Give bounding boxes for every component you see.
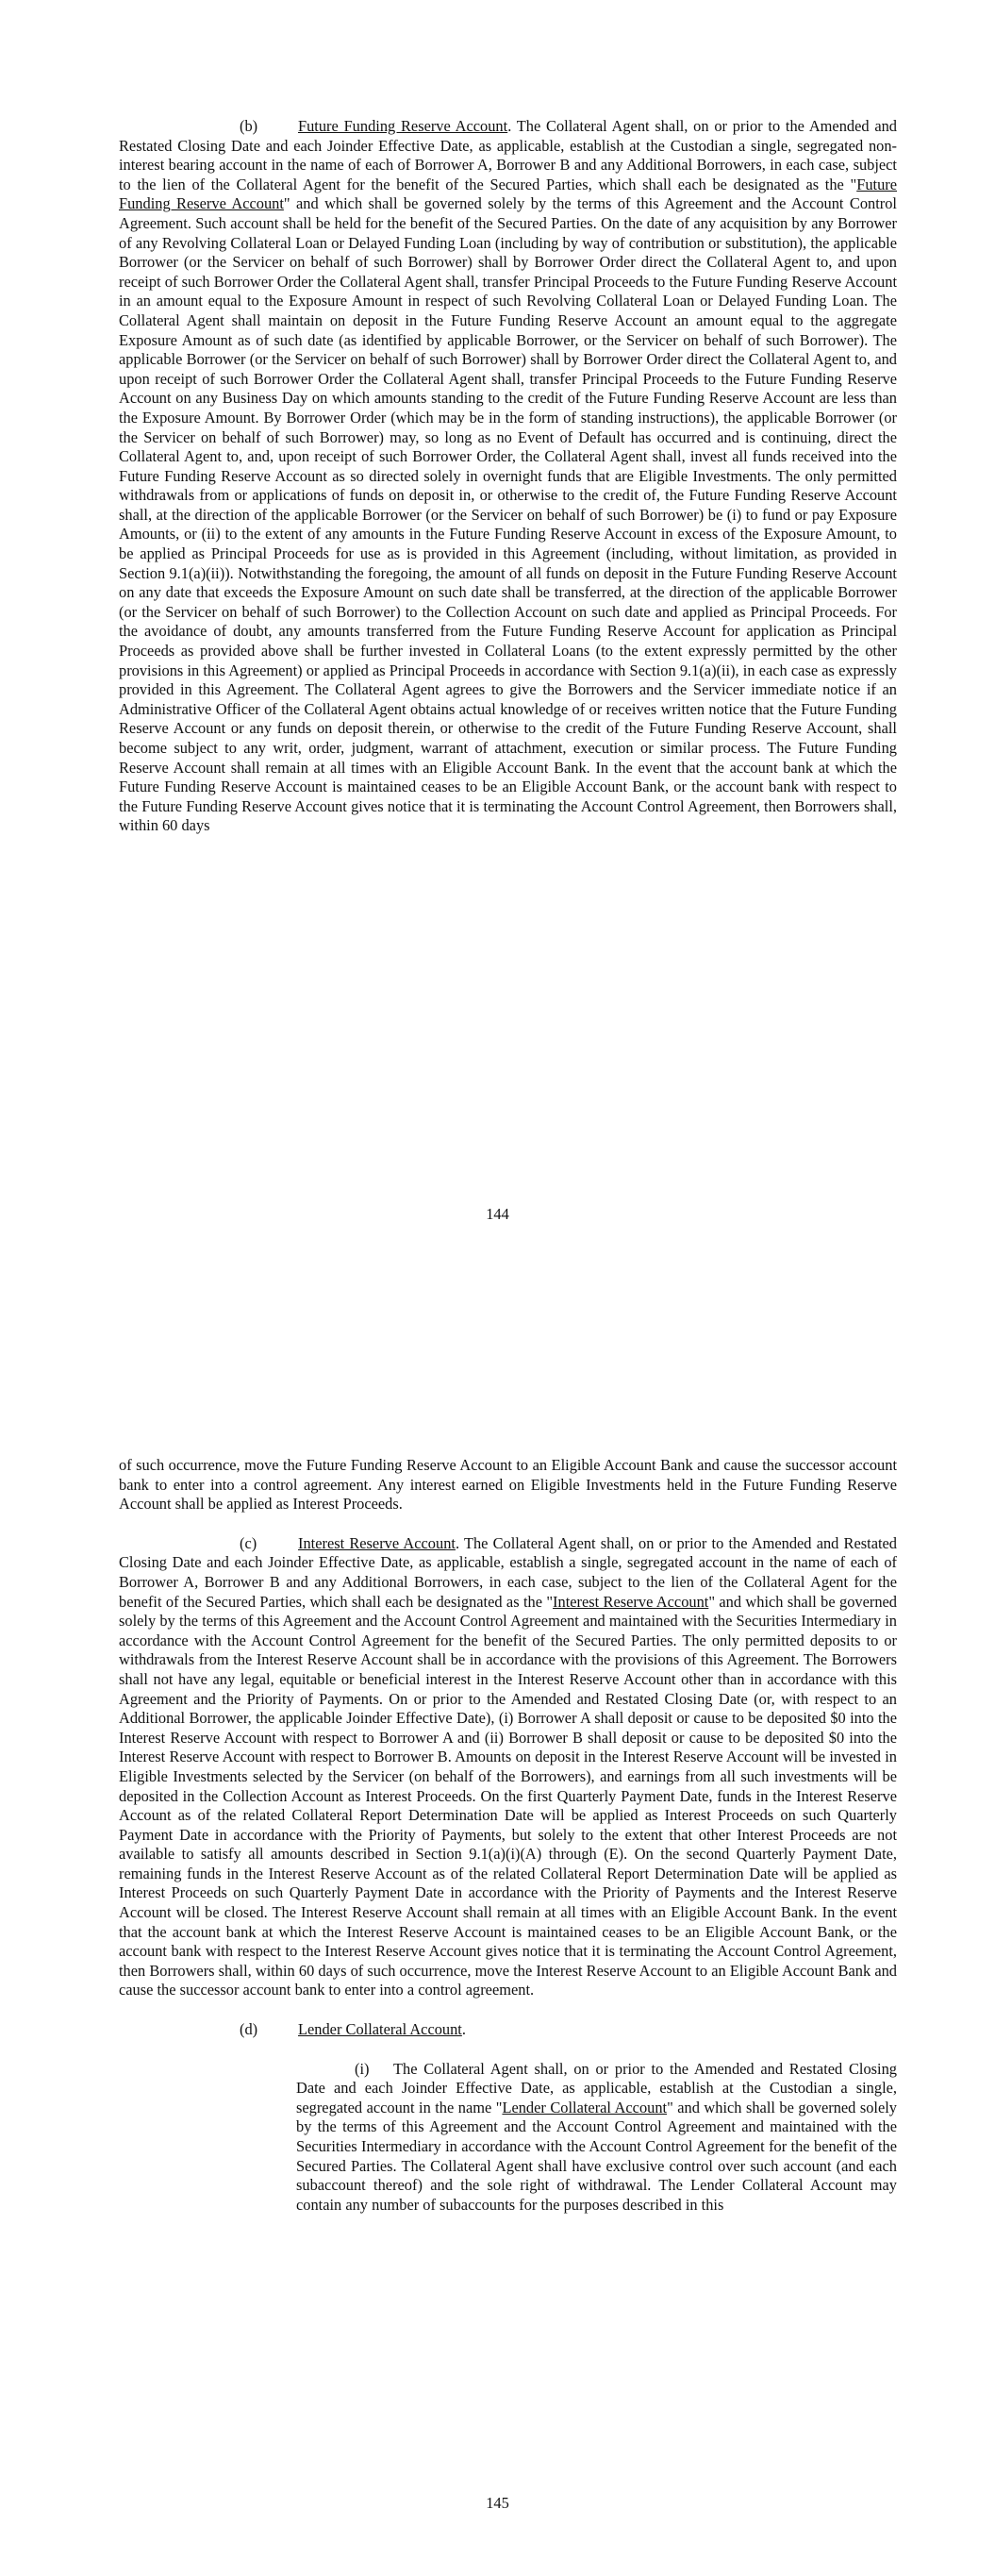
section-c-defined-term: Interest Reserve Account	[553, 1592, 709, 1611]
section-c-paragraph	[119, 1534, 897, 2000]
page-145	[0, 1288, 995, 2576]
section-c-label: (c)	[240, 1533, 257, 1552]
section-d-heading: Lender Collateral Account	[298, 2020, 462, 2039]
section-d-heading-end: .	[461, 2020, 466, 2039]
section-b-continuation: of such occurrence, move the Future Funding Reserve Account to an Eligible Account Bank and cause the successor account bank to enter into a control agreement. Any interest earned on Eligible Investments held in the Future Funding Reserve Account shall be applied as Interest Proceeds.	[119, 1456, 897, 1514]
page-body	[119, 117, 897, 836]
section-c-text-cont: " and which shall be governed solely by the terms of this Agreement and the Account Control Agreement and maintained with the Securities Intermediary in accordance with the Account Control Agreement for the benefit of the Secured Parties. The only permitted deposits to or withdrawals from the Interest Reserve Account shall be in accordance with the provisions of this Agreement. The Borrowers shall not have any legal, equitable or beneficial interest in the Interest Reserve Account other than in accordance with this Agreement and the Priority of Payments. On or prior to the Amended and Restated Closing Date (or, with respect to an Additional Borrower, the applicable Joinder Effective Date), (i) Borrower A shall deposit or cause to be deposited $0 into the Interest Reserve Account with respect to Borrower A and (ii) Borrower B shall deposit or cause to be deposited $0 into the Interest Reserve Account with respect to Borrower B. Amounts on deposit in the Interest Reserve Account will be invested in Eligible Investments selected by the Servicer (on behalf of the Borrowers), and earnings from all such investments will be deposited in the Collection Account as Interest Proceeds. On the first Quarterly Payment Date, funds in the Interest Reserve Account as of the related Collateral Report Determination Date will be applied as Interest Proceeds on such Quarterly Payment Date in accordance with the Priority of Payments, but solely to the extent that other Interest Proceeds are not available to satisfy all amounts described in Section 9.1(a)(i)(A) through (E). On the second Quarterly Payment Date, remaining funds in the Interest Reserve Account as of the related Collateral Report Determination Date will be applied as Interest Proceeds on such Quarterly Payment Date in accordance with the Priority of Payments and the Interest Reserve Account will be closed. The Interest Reserve Account shall remain at all times with an Eligible Account Bank. In the event that the account bank at which the Interest Reserve Account is maintained ceases to be an Eligible Account Bank, or the account bank with respect to the Interest Reserve Account gives notice that it is terminating the Account Control Agreement, then Borrowers shall, within 60 days of such occurrence, move the Interest Reserve Account to an Eligible Account Bank and cause the successor account bank to enter into a control agreement.	[119, 1592, 897, 1999]
section-d-heading-line	[119, 2020, 897, 2040]
section-b-text: . The Collateral Agent shall, on or prior to the Amended and Restated Closing Date and each Joinder Effective Date, as applicable, establish at the Custodian a single, segregated non-interest bearing account in the name of each of Borrower A, Borrower B and any Additional Borrowers, in each case, subject to the lien of the Collateral Agent for the benefit of the Secured Parties, which shall each be designated as the "	[119, 117, 897, 193]
section-b-text-cont: " and which shall be governed solely by the terms of this Agreement and the Account Control Agreement. Such account shall be held for the benefit of the Secured Parties. On the date of any acquisition by any Borrower of any Revolving Collateral Loan or Delayed Funding Loan (including by way of contribution or substitution), the applicable Borrower (or the Servicer on behalf of such Borrower) shall by Borrower Order direct the Collateral Agent to, and upon receipt of such Borrower Order the Collateral Agent shall, transfer Principal Proceeds to the Future Funding Reserve Account in an amount equal to the Exposure Amount in respect of such Revolving Collateral Loan or Delayed Funding Loan. The Collateral Agent shall maintain on deposit in the Future Funding Reserve Account an amount equal to the aggregate Exposure Amount as of such date (as identified by applicable Borrower, or the Servicer on behalf of such Borrower). The applicable Borrower (or the Servicer on behalf of such Borrower) shall by Borrower Order direct the Collateral Agent to, and upon receipt of such Borrower Order the Collateral Agent shall, transfer Principal Proceeds to the Future Funding Reserve Account on any Business Day on which amounts standing to the credit of the Future Funding Reserve Account are less than the Exposure Amount. By Borrower Order (which may be in the form of standing instructions), the applicable Borrower (or the Servicer on behalf of such Borrower) may, so long as no Event of Default has occurred and is continuing, direct the Collateral Agent to, and, upon receipt of such Borrower Order, the Collateral Agent shall, invest all funds received into the Future Funding Reserve Account as so directed solely in overnight funds that are Eligible Investments. The only permitted withdrawals from or applications of funds on deposit in, or otherwise to the credit of, the Future Funding Reserve Account shall, at the direction of the applicable Borrower (or the Servicer on behalf of such Borrower) be (i) to fund or pay Exposure Amounts, or (ii) to the extent of any amounts in the Future Funding Reserve Account in excess of the Exposure Amount, to be applied as Principal Proceeds for use as is provided in this Agreement (including, without limitation, as provided in Section 9.1(a)(ii)). Notwithstanding the foregoing, the amount of all funds on deposit in the Future Funding Reserve Account on any date that exceeds the Exposure Amount on such date shall be transferred, at the direction of the applicable Borrower (or the Servicer on behalf of such Borrower) to the Collection Account on such date and applied as Principal Proceeds. For the avoidance of doubt, any amounts transferred from the Future Funding Reserve Account for application as Principal Proceeds as provided above shall be further invested in Collateral Loans (to the extent expressly permitted by the other provisions in this Agreement) or applied as Principal Proceeds in accordance with Section 9.1(a)(ii), in each case as expressly provided in this Agreement. The Collateral Agent agrees to give the Borrowers and the Servicer immediate notice if an Administrative Officer of the Collateral Agent obtains actual knowledge of or receives written notice that the Future Funding Reserve Account or any funds on deposit therein, or otherwise to the credit of the Future Funding Reserve Account, shall become subject to any writ, order, judgment, warrant of attachment, execution or similar process. The Future Funding Reserve Account shall remain at all times with an Eligible Account Bank. In the event that the account bank at which the Future Funding Reserve Account is maintained ceases to be an Eligible Account Bank, or the account bank with respect to the Future Funding Reserve Account gives notice that it is terminating the Account Control Agreement, then Borrowers shall, within 60 days	[119, 194, 897, 835]
section-c-heading: Interest Reserve Account	[298, 1533, 456, 1552]
section-d-i-label: (i)	[355, 2059, 370, 2078]
section-d-label: (d)	[240, 2020, 258, 2039]
section-d-i-defined-term: Lender Collateral Account	[502, 2098, 668, 2116]
section-d-i-text: The Collateral Agent shall, on or prior to the Amended and Restated Closing Date and each Joinder Effective Date, as applicable, establish at the Custodian a single, segregated account in the name "	[296, 2059, 897, 2116]
section-b-paragraph	[119, 117, 897, 836]
page-number: 145	[486, 2494, 509, 2512]
section-d-i-text-cont: " and which shall be governed solely by the terms of this Agreement and the Account Control Agreement and maintained with the Securities Intermediary in accordance with the Account Control Agreement for the benefit of the Secured Parties. The Collateral Agent shall have exclusive control over such account (and each subaccount thereof) and the sole right of withdrawal. The Lender Collateral Account may contain any number of subaccounts for the purposes described in this	[296, 2098, 897, 2214]
page-number: 144	[486, 1205, 509, 1223]
section-d-i-paragraph	[296, 2060, 897, 2216]
section-c-text: . The Collateral Agent shall, on or prior to the Amended and Restated Closing Date and each Joinder Effective Date, as applicable, establish a single, segregated account in the name of each of Borrower A, Borrower B and any Additional Borrowers, in each case, subject to the lien of the Collateral Agent for the benefit of the Secured Parties, which shall each be designated as the "	[119, 1533, 897, 1611]
page-body	[119, 1456, 897, 2215]
section-b-heading: Future Funding Reserve Account	[298, 117, 508, 135]
section-b-label: (b)	[240, 117, 258, 135]
section-b-defined-term: Future Funding Reserve Account	[119, 175, 897, 213]
